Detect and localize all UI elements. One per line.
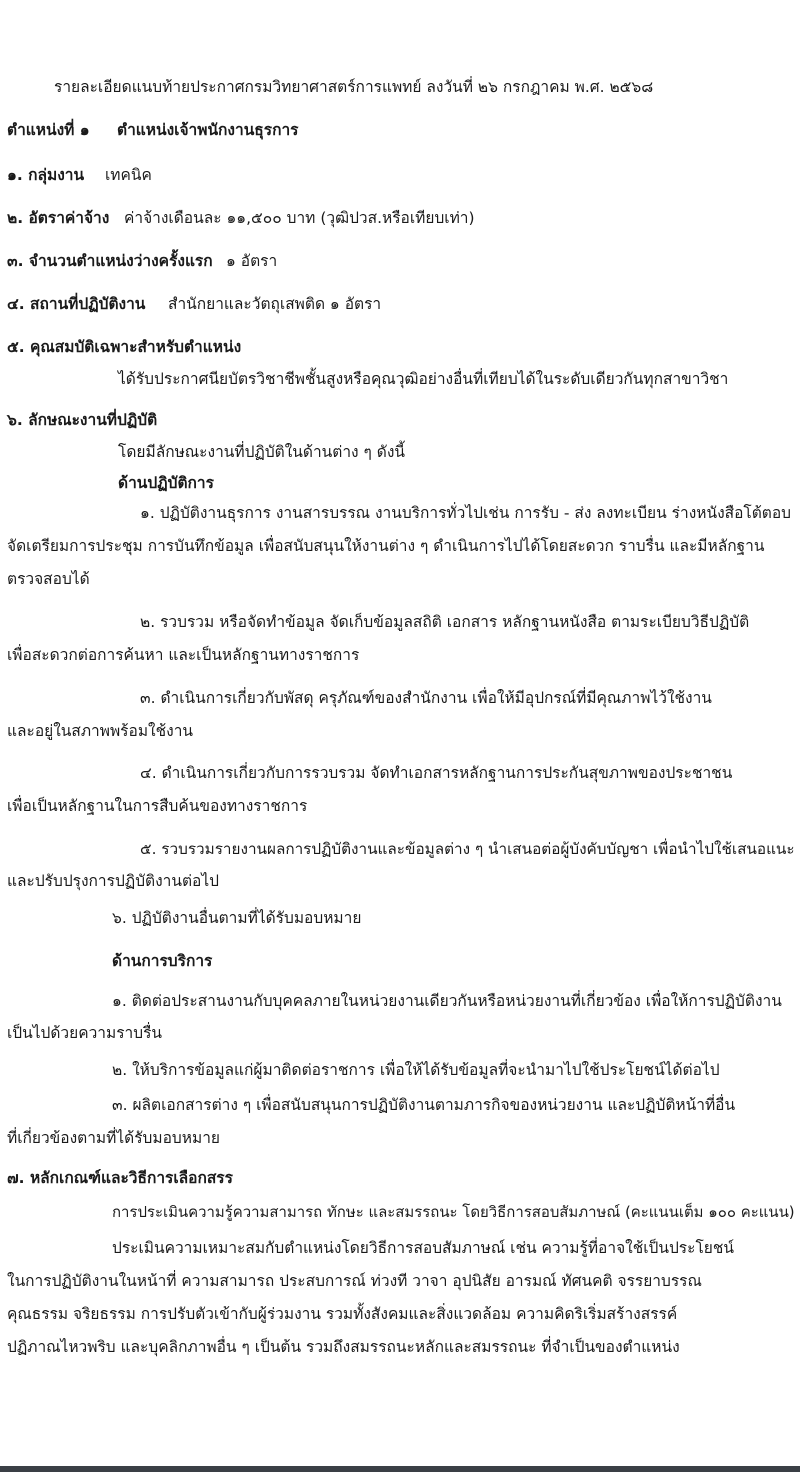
operations-item-4-line-1: ๔. ดำเนินการเกี่ยวกับการรวบรวม จัดทำเอกสารหลักฐานการประกันสุขภาพของประชาชน [140, 764, 733, 782]
services-heading: ด้านการบริการ [112, 952, 213, 970]
wage-label: ๒. อัตราค่าจ้าง [7, 209, 110, 227]
operations-item-1-line-3: ตรวจสอบได้ [7, 570, 90, 588]
operations-item-6: ๖. ปฏิบัติงานอื่นตามที่ได้รับมอบหมาย [112, 909, 362, 927]
services-item-3-line-2: ที่เกี่ยวข้องตามที่ได้รับมอบหมาย [7, 1129, 220, 1147]
group-value: เทคนิค [105, 166, 152, 184]
operations-item-5-line-2: และปรับปรุงการปฏิบัติงานต่อไป [7, 872, 219, 890]
wage-value: ค่าจ้างเดือนละ ๑๑,๕๐๐ บาท (วุฒิปวส.หรือเทียบเท่า) [124, 209, 475, 227]
services-item-1-line-2: เป็นไปด้วยความราบรื่น [7, 1024, 162, 1042]
operations-item-1-line-2: จัดเตรียมการประชุม การบันทึกข้อมูล เพื่อสนับสนุนให้งานต่าง ๆ ดำเนินการไปได้โดยสะดวก ราบรื่น และมีหลักฐาน [7, 537, 765, 555]
operations-item-3-line-1: ๓. ดำเนินการเกี่ยวกับพัสดุ ครุภัณฑ์ของสำนักงาน เพื่อให้มีอุปกรณ์ที่มีคุณภาพไว้ใช้งาน [140, 689, 712, 707]
services-item-3-line-1: ๓. ผลิตเอกสารต่าง ๆ เพื่อสนับสนุนการปฏิบัติงานตามภารกิจของหน่วยงาน และปฏิบัติหน้าที่อื่น [112, 1096, 736, 1114]
duties-intro: โดยมีลักษณะงานที่ปฏิบัติในด้านต่าง ๆ ดังนี้ [118, 443, 406, 461]
selection-paragraph-2-line-2: ในการปฏิบัติงานในหน้าที่ ความสามารถ ประสบการณ์ ท่วงที วาจา อุปนิสัย อารมณ์ ทัศนคติ จรรยาบรรณ [7, 1272, 702, 1290]
selection-paragraph-2-line-4: ปฏิภาณไหวพริบ และบุคลิกภาพอื่น ๆ เป็นต้น รวมถึงสมรรถนะหลักและสมรรถนะ ที่จำเป็นของตำแหน่ง [7, 1338, 680, 1356]
bottom-border [0, 1466, 800, 1472]
vacancies-label: ๓. จำนวนตำแหน่งว่างครั้งแรก [7, 252, 213, 270]
selection-paragraph-2-line-1: ประเมินความเหมาะสมกับตำแหน่งโดยวิธีการสอบสัมภาษณ์ เช่น ความรู้ที่อาจใช้เป็นประโยชน์ [112, 1239, 734, 1257]
document-header: รายละเอียดแนบท้ายประกาศกรมวิทยาศาสตร์การแพทย์ ลงวันที่ ๒๖ กรกฎาคม พ.ศ. ๒๕๖๘ [54, 78, 654, 96]
selection-heading: ๗. หลักเกณฑ์และวิธีการเลือกสรร [7, 1169, 233, 1187]
operations-item-1-line-1 [140, 500, 794, 534]
workplace-label: ๔. สถานที่ปฏิบัติงาน [7, 295, 146, 313]
line-text: ๑. ปฏิบัติงานธุรการ งานสารบรรณ งานบริการทั่วไปเช่น การรับ - ส่ง ลงทะเบียน ร่างหนังสือโต้ตอบ [140, 504, 792, 522]
vacancies-value: ๑ อัตรา [226, 252, 278, 270]
workplace-value: สำนักยาและวัตถุเสพติด ๑ อัตรา [168, 295, 382, 313]
position-title: ตำแหน่งเจ้าพนักงานธุรการ [117, 121, 299, 139]
services-item-2: ๒. ให้บริการข้อมูลแก่ผู้มาติดต่อราชการ เพื่อให้ได้รับข้อมูลที่จะนำมาไปใช้ประโยชน์ได้ต่อไป [112, 1061, 720, 1079]
operations-item-3-line-2: และอยู่ในสภาพพร้อมใช้งาน [7, 722, 193, 740]
position-label: ตำแหน่งที่ ๑ [7, 121, 90, 139]
operations-item-2-line-1: ๒. รวบรวม หรือจัดทำข้อมูล จัดเก็บข้อมูลสถิติ เอกสาร หลักฐานหนังสือ ตามระเบียบวิธีปฏิบัติ [140, 613, 750, 631]
qualification-heading: ๕. คุณสมบัติเฉพาะสำหรับตำแหน่ง [7, 338, 242, 356]
duties-heading: ๖. ลักษณะงานที่ปฏิบัติ [7, 411, 158, 429]
selection-paragraph-2-line-3: คุณธรรม จริยธรรม การปรับตัวเข้ากับผู้ร่วมงาน รวมทั้งสังคมและสิ่งแวดล้อม ความคิดริเริ่มสร้างสรรค์ [7, 1305, 678, 1323]
qualification-text: ได้รับประกาศนียบัตรวิชาชีพชั้นสูงหรือคุณวุฒิอย่างอื่นที่เทียบได้ในระดับเดียวกันทุกสาขาวิชา [118, 370, 729, 388]
operations-item-4-line-2: เพื่อเป็นหลักฐานในการสืบค้นของทางราชการ [7, 797, 308, 815]
operations-heading: ด้านปฏิบัติการ [118, 474, 214, 492]
services-item-1-line-1: ๑. ติดต่อประสานงานกับบุคคลภายในหน่วยงานเดียวกันหรือหน่วยงานที่เกี่ยวข้อง เพื่อให้การปฏิบัติงาน [112, 992, 782, 1010]
group-label: ๑. กลุ่มงาน [7, 166, 85, 184]
selection-paragraph-1: การประเมินความรู้ความสามารถ ทักษะ และสมรรถนะ โดยวิธีการสอบสัมภาษณ์ (คะแนนเต็ม ๑๐๐ คะแนน) [112, 1203, 795, 1221]
operations-item-5-line-1: ๕. รวบรวมรายงานผลการปฏิบัติงานและข้อมูลต่าง ๆ นำเสนอต่อผู้บังคับบัญชา เพื่อนำไปใช้เสนอแนะ [140, 840, 795, 858]
operations-item-2-line-2: เพื่อสะดวกต่อการค้นหา และเป็นหลักฐานทางราชการ [7, 646, 360, 664]
